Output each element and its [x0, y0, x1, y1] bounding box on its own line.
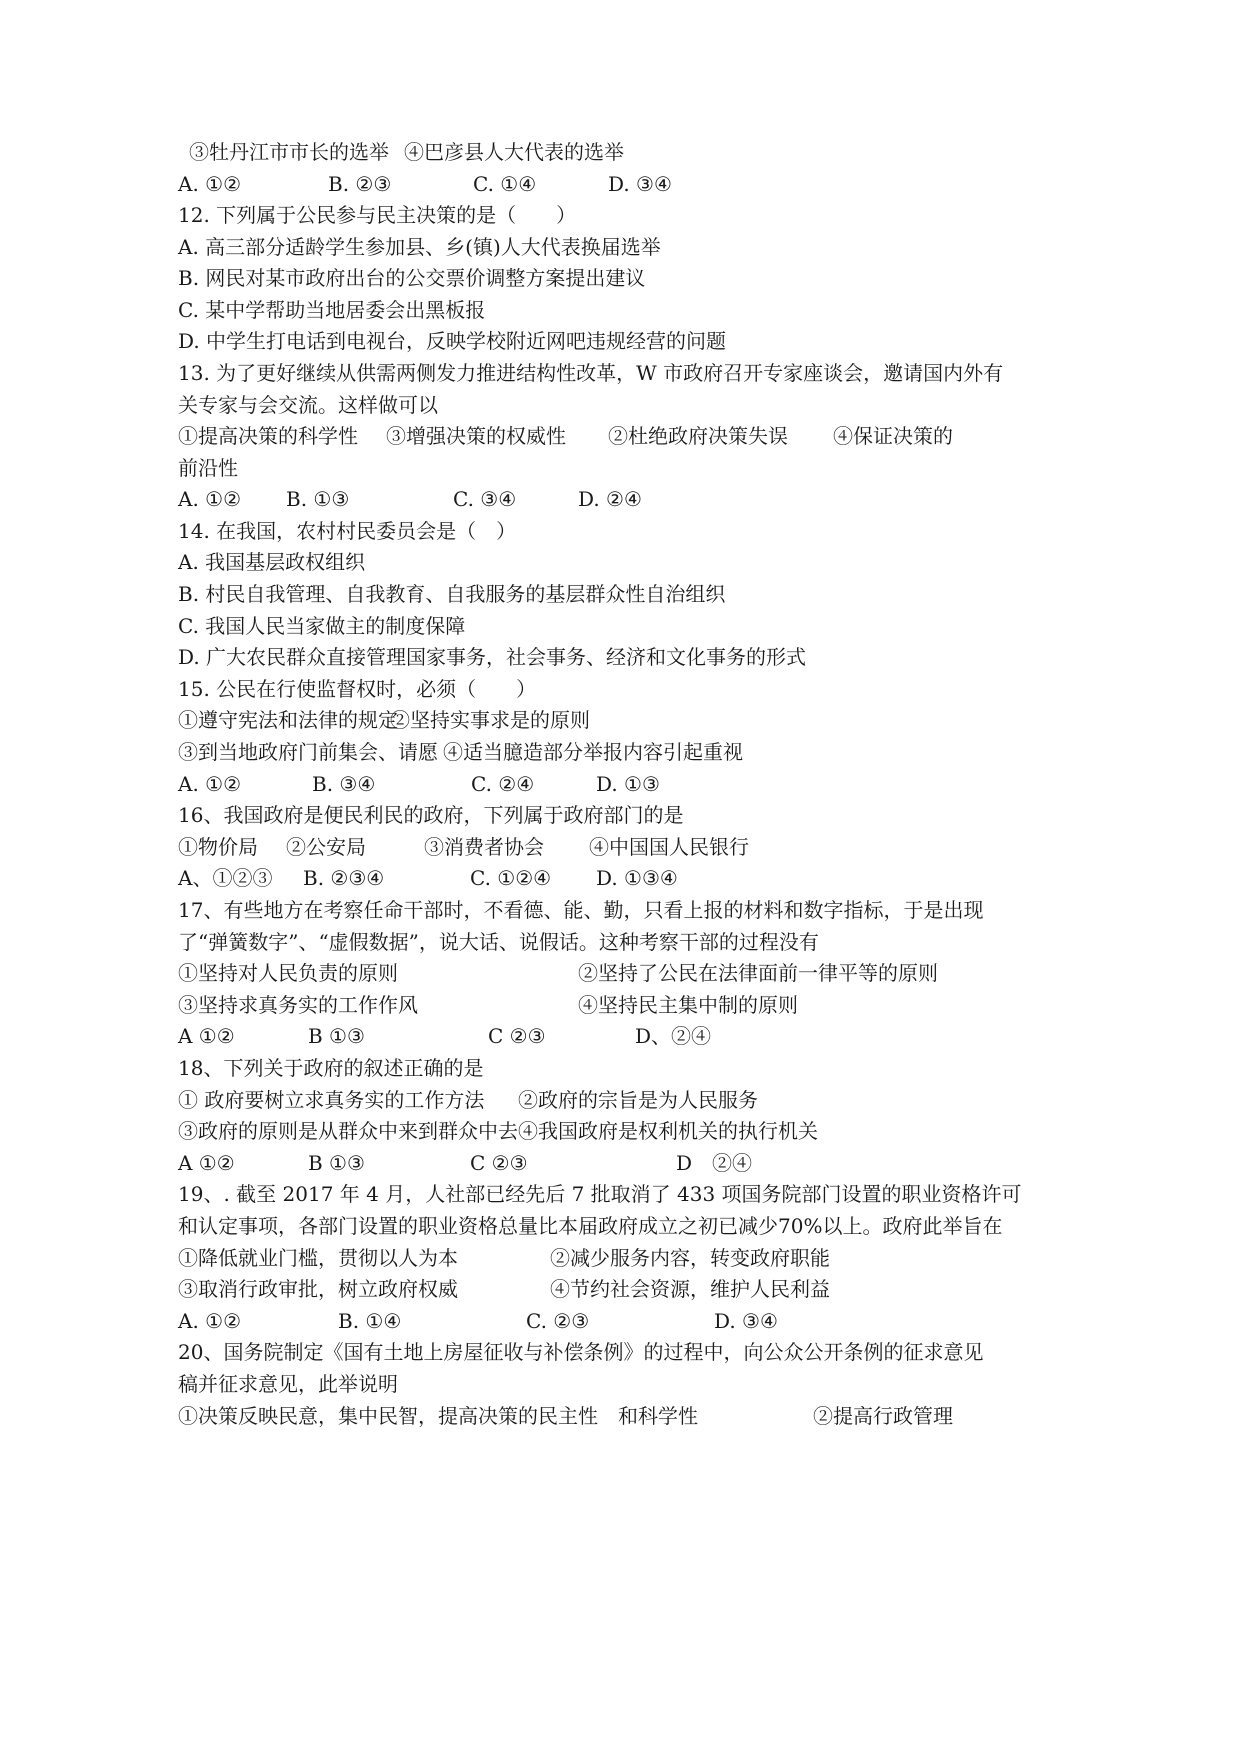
- option-item: B. ③④: [312, 772, 376, 796]
- text-line: 和认定事项，各部门设置的职业资格总量比本届政府成立之初已减少70%以上。政府此举旨在: [178, 1214, 1003, 1238]
- option-item: ②坚持了公民在法律面前一律平等的原则: [578, 961, 938, 985]
- text-line: 了“弹簧数字”、“虚假数据”，说大话、说假话。这种考察干部的过程没有: [178, 930, 819, 954]
- option-item: D. ①③④: [596, 866, 678, 890]
- option-item: ①遵守宪法和法律的规定: [178, 708, 398, 732]
- option-item: ③坚持求真务实的工作作风: [178, 993, 418, 1017]
- option-item: ①降低就业门槛，贯彻以人为本: [178, 1246, 458, 1270]
- option-item: C. ①②④: [470, 866, 552, 890]
- text-line: B. 网民对某市政府出台的公交票价调整方案提出建议: [178, 266, 646, 290]
- option-item: A. ①②: [178, 1309, 242, 1333]
- text-line: A. 高三部分适龄学生参加县、乡(镇)人大代表换届选举: [178, 235, 661, 259]
- option-item: ④坚持民主集中制的原则: [578, 993, 798, 1017]
- option-item: C. ①④: [473, 172, 537, 196]
- option-item: D. ③④: [608, 172, 672, 196]
- text-line: 20、国务院制定《国有土地上房屋征收与补偿条例》的过程中，向公众公开条例的征求意见: [178, 1340, 984, 1364]
- option-item: ③增强决策的权威性: [386, 424, 566, 448]
- text-line: D. 中学生打电话到电视台，反映学校附近网吧违规经营的问题: [178, 329, 727, 353]
- option-item: ④中国国人民银行: [589, 835, 749, 859]
- text-line: 15. 公民在行使监督权时，必须（ ）: [178, 677, 537, 701]
- text-line: A. 我国基层政权组织: [178, 550, 366, 574]
- option-item: ④适当臆造部分举报内容引起重视: [443, 740, 743, 764]
- option-item: B. ②③④: [303, 866, 385, 890]
- option-item: A ①②: [178, 1151, 235, 1175]
- text-line: B. 村民自我管理、自我教育、自我服务的基层群众性自治组织: [178, 582, 726, 606]
- text-line: C. 某中学帮助当地居委会出黑板报: [178, 298, 486, 322]
- option-item: D. ③④: [714, 1309, 778, 1333]
- option-item: ④保证决策的: [833, 424, 953, 448]
- text-line: 前沿性: [178, 456, 238, 480]
- option-item: A. ①②: [178, 772, 242, 796]
- option-item: B. ②③: [328, 172, 392, 196]
- option-item: B. ①③: [286, 487, 350, 511]
- text-line: 14. 在我国，农村村民委员会是（ ）: [178, 519, 517, 543]
- text-line: 12. 下列属于公民参与民主决策的是（ ）: [178, 203, 577, 227]
- option-item: D、②④: [635, 1024, 712, 1048]
- option-item: A. ①②: [178, 172, 242, 196]
- option-item: A、①②③: [178, 866, 273, 890]
- option-item: B ①③: [308, 1024, 365, 1048]
- option-item: D. ②④: [578, 487, 642, 511]
- text-line: 18、下列关于政府的叙述正确的是: [178, 1056, 484, 1080]
- text-line: 13. 为了更好继续从供需两侧发力推进结构性改革，W 市政府召开专家座谈会，邀请国内外有: [178, 361, 1004, 385]
- text-line: 关专家与会交流。这样做可以: [178, 393, 438, 417]
- option-item: C. ③④: [453, 487, 517, 511]
- option-item: ④巴彦县人大代表的选举: [404, 140, 624, 164]
- option-item: C ②③: [470, 1151, 528, 1175]
- option-item: ①物价局: [178, 835, 258, 859]
- option-item: ①决策反映民意，集中民智，提高决策的民主性 和科学性: [178, 1404, 698, 1428]
- option-item: ③牡丹江市市长的选举: [189, 140, 389, 164]
- option-item: ①提高决策的科学性: [178, 424, 358, 448]
- option-item: ②提高行政管理: [813, 1404, 953, 1428]
- option-item: B ①③: [308, 1151, 365, 1175]
- option-item: ②减少服务内容，转变政府职能: [550, 1246, 830, 1270]
- option-item: ③到当地政府门前集会、请愿: [178, 740, 438, 764]
- text-line: 17、有些地方在考察任命干部时，不看德、能、勤，只看上报的材料和数字指标，于是出现: [178, 898, 984, 922]
- option-item: C. ②④: [471, 772, 535, 796]
- text-line: D. 广大农民群众直接管理国家事务，社会事务、经济和文化事务的形式: [178, 645, 807, 669]
- option-item: C ②③: [488, 1024, 546, 1048]
- text-line: 稿并征求意见，此举说明: [178, 1372, 398, 1396]
- option-item: C. ②③: [526, 1309, 590, 1333]
- option-item: ① 政府要树立求真务实的工作方法: [178, 1088, 485, 1112]
- option-item: ②杜绝政府决策失误: [608, 424, 788, 448]
- text-line: 19、. 截至 2017 年 4 月，人社部已经先后 7 批取消了 433 项国务院部门设置的职业资格许可: [178, 1182, 1022, 1206]
- option-item: ④我国政府是权利机关的执行机关: [518, 1119, 818, 1143]
- text-line: C. 我国人民当家做主的制度保障: [178, 614, 466, 638]
- option-item: ④节约社会资源，维护人民利益: [550, 1277, 830, 1301]
- option-item: ②公安局: [286, 835, 366, 859]
- option-item: D. ①③: [596, 772, 660, 796]
- option-item: A. ①②: [178, 487, 242, 511]
- option-item: B. ①④: [338, 1309, 402, 1333]
- option-item: ①坚持对人民负责的原则: [178, 961, 398, 985]
- option-item: ③消费者协会: [424, 835, 544, 859]
- text-line: 16、我国政府是便民利民的政府，下列属于政府部门的是: [178, 803, 684, 827]
- option-item: ②坚持实事求是的原则: [390, 708, 590, 732]
- option-item: ②政府的宗旨是为人民服务: [518, 1088, 758, 1112]
- option-item: D ②④: [676, 1151, 753, 1175]
- option-item: ③取消行政审批，树立政府权威: [178, 1277, 458, 1301]
- option-item: ③政府的原则是从群众中来到群众中去: [178, 1119, 518, 1143]
- option-item: A ①②: [178, 1024, 235, 1048]
